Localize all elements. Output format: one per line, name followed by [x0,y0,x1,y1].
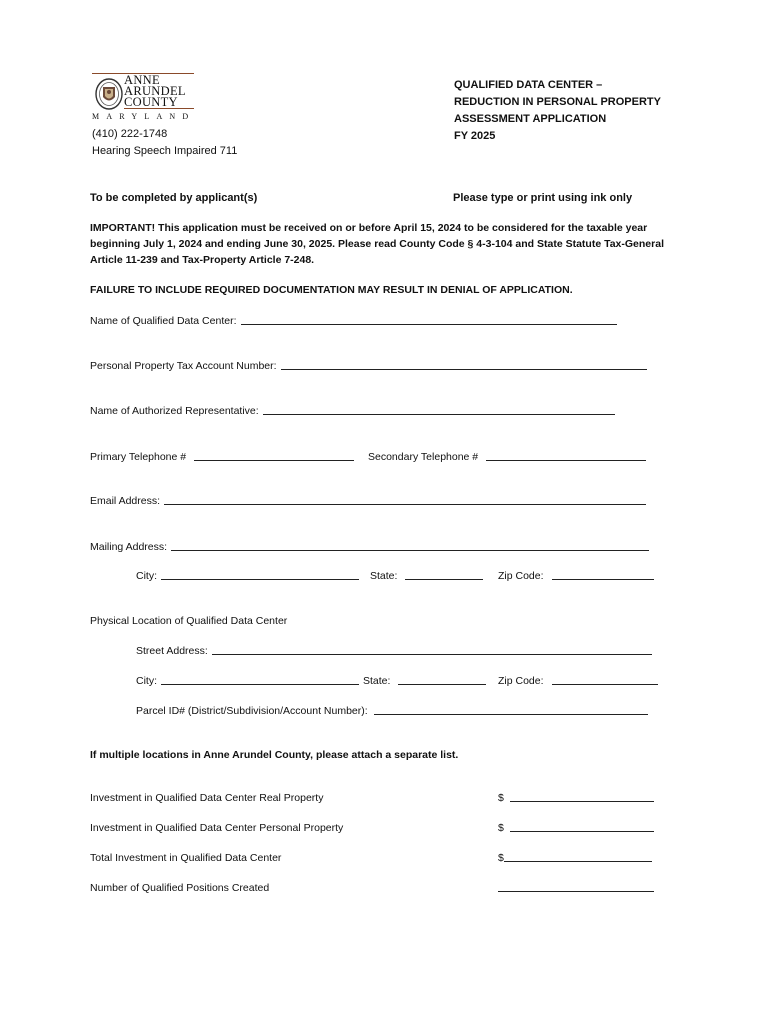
contact-impaired: Hearing Speech Impaired 711 [92,145,238,157]
county-logo [92,73,197,123]
field-label: State: [363,675,391,687]
zip-input[interactable] [552,570,654,580]
instruction-applicant: To be completed by applicant(s) [90,192,258,204]
currency-symbol: $ [498,792,504,804]
physical-location-heading: Physical Location of Qualified Data Center [90,615,288,627]
investment-total-input[interactable] [504,852,652,862]
investment-personal-label: Investment in Qualified Data Center Personal Property [90,822,344,834]
field-label: Personal Property Tax Account Number: [90,360,277,372]
field-label: Mailing Address: [90,541,168,553]
state-input[interactable] [405,570,483,580]
field-data-center-name [90,315,617,327]
street-address-input[interactable] [212,645,652,655]
field-investment-real [498,792,654,804]
field-label: Zip Code: [498,570,544,582]
title-line-3: ASSESSMENT APPLICATION [454,113,607,125]
field-label: Street Address: [136,645,208,657]
logo-bottom-rule [124,108,194,109]
field-primary-phone [90,451,354,463]
field-secondary-phone [368,451,646,463]
instruction-ink: Please type or print using ink only [453,192,633,204]
logo-wordmark [124,75,186,108]
warning-notice: FAILURE TO INCLUDE REQUIRED DOCUMENTATION MAY RESULT IN DENIAL OF APPLICATION. [90,284,573,296]
currency-symbol: $ [498,822,504,834]
field-email [90,495,646,507]
city-input[interactable] [161,570,359,580]
field-investment-personal [498,822,654,834]
field-label: City: [136,675,157,687]
field-label: Name of Qualified Data Center: [90,315,237,327]
primary-phone-input[interactable] [194,451,354,461]
currency-symbol: $ [498,852,504,864]
field-label: Name of Authorized Representative: [90,405,259,417]
field-label: Secondary Telephone # [368,451,479,463]
parcel-id-input[interactable] [374,705,648,715]
field-zip-2 [498,675,658,687]
field-investment-total [498,852,652,864]
mailing-address-input[interactable] [171,541,649,551]
investment-personal-input[interactable] [510,822,654,832]
field-mailing [90,541,649,553]
investment-real-label: Investment in Qualified Data Center Real Property [90,792,324,804]
field-zip [498,570,654,582]
investment-total-label: Total Investment in Qualified Data Center [90,852,282,864]
investment-real-input[interactable] [510,792,654,802]
zip-2-input[interactable] [552,675,658,685]
contact-phone: (410) 222-1748 [92,128,168,140]
tax-account-input[interactable] [281,360,647,370]
field-label: Primary Telephone # [90,451,187,463]
field-authorized-rep [90,405,615,417]
field-label: Email Address: [90,495,161,507]
county-seal-icon [94,77,124,111]
city-2-input[interactable] [161,675,359,685]
form-title [454,77,661,145]
title-line-4: FY 2025 [454,130,496,142]
field-state-2 [363,675,486,687]
field-positions [498,882,654,894]
secondary-phone-input[interactable] [486,451,646,461]
data-center-name-input[interactable] [241,315,617,325]
field-tax-account [90,360,647,372]
title-line-2: REDUCTION IN PERSONAL PROPERTY [454,96,661,108]
positions-input[interactable] [498,882,654,892]
email-input[interactable] [164,495,646,505]
field-street [136,645,652,657]
field-city [136,570,359,582]
field-label: Zip Code: [498,675,544,687]
field-label: State: [370,570,398,582]
logo-line-1: ANNE [124,73,160,87]
field-parcel [136,705,648,717]
title-line-1: QUALIFIED DATA CENTER – [454,79,603,91]
multiple-locations-note: If multiple locations in Anne Arundel County, please attach a separate list. [90,749,459,761]
authorized-rep-input[interactable] [263,405,615,415]
positions-label: Number of Qualified Positions Created [90,882,270,894]
field-city-2 [136,675,359,687]
field-label: City: [136,570,157,582]
important-notice: IMPORTANT! This application must be received on or before April 15, 2024 to be considered for the taxable year beginning July 1, 2024 and ending June 30, 2025. Please read County Code § 4-3-104 and State Statute Tax-General Article 11-239 and Tax-Property Article 7-248. [90,222,664,266]
field-state [370,570,483,582]
logo-line-3: COUNTY [124,95,178,109]
logo-line-2: ARUNDEL [124,84,186,98]
field-label: Parcel ID# (District/Subdivision/Account Number): [136,705,368,717]
state-2-input[interactable] [398,675,486,685]
logo-state: MARYLAND [92,112,196,121]
